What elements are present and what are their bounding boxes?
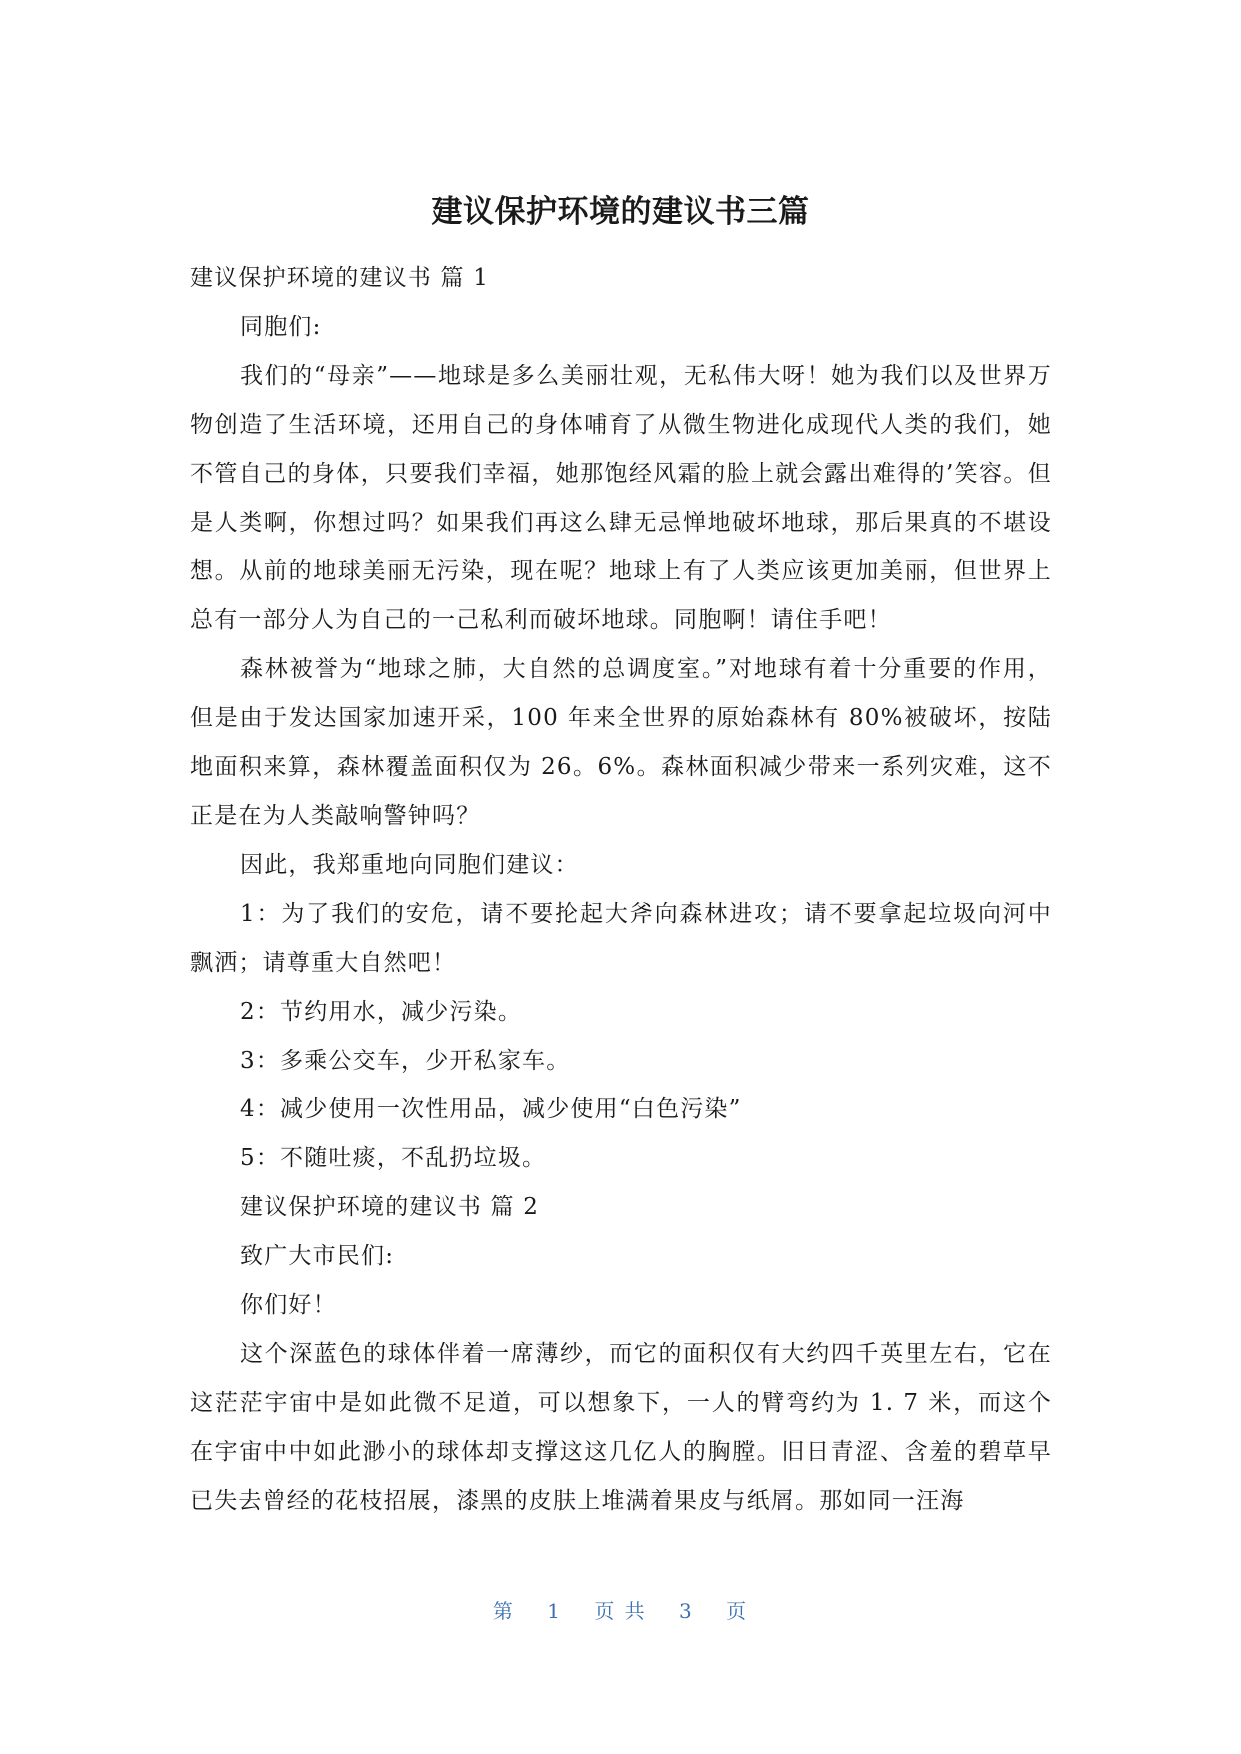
paragraph: 致广大市民们: [240, 1243, 395, 1270]
paragraph: 这个深蓝色的球体伴着一席薄纱，而它的面积仅有大约四千英里左右，它在这茫茫宇宙中是如此微不足道，可以想象下，一人的臂弯约为 1. 7 米，而这个在宇宙中中如此渺小的球体却支撑这这几亿人的胸膛。旧日青涩、含羞的碧草早已失去曾经的花枝招展，漆黑的皮肤上堆满着果皮与纸屑。那如同一汪海 [190, 1340, 1052, 1514]
list-item: 2：节约用水，减少污染。 [240, 998, 523, 1025]
section-heading-1: 建议保护环境的建议书 篇 1 [190, 265, 490, 291]
footer-total-pages: 3 [679, 1599, 694, 1623]
footer-page-number: 1 [547, 1599, 562, 1623]
footer-page-word: 第 [492, 1599, 515, 1623]
paragraph: 同胞们: [240, 313, 322, 340]
footer-page-sep: 页 共 [594, 1599, 647, 1623]
document-title: 建议保护环境的建议书三篇 [431, 194, 810, 230]
list-item: 1：为了我们的安危，请不要抡起大斧向森林进攻；请不要拿起垃圾向河中飘洒；请尊重大自然吧！ [190, 900, 1052, 976]
paragraph: 森林被誉为“地球之肺，大自然的总调度室。”对地球有着十分重要的作用，但是由于发达国家加速开采，100 年来全世界的原始森林有 80%被破坏，按陆地面积来算，森林覆盖面积仅为 26。6%。森林面积减少带来一系列灾难，这不正是在为人类敲响警钟吗？ [190, 656, 1052, 829]
footer-page-end: 页 [726, 1599, 749, 1623]
section-heading-2: 建议保护环境的建议书 篇 2 [240, 1194, 540, 1221]
page-footer [0, 1595, 1241, 1624]
list-item: 3：多乘公交车，少开私家车。 [240, 1047, 571, 1074]
paragraph: 我们的“母亲”——地球是多么美丽壮观，无私伟大呀！她为我们以及世界万物创造了生活环境，还用自己的身体哺育了从微生物进化成现代人类的我们，她不管自己的身体，只要我们幸福，她那饱经风霜的脸上就会露出难得的’笑容。但是人类啊，你想过吗？如果我们再这么肆无忌惮地破坏地球，那后果真的不堪设想。从前的地球美丽无污染，现在呢？地球上有了人类应该更加美丽，但世界上总有一部分人为自己的一己私利而破坏地球。同胞啊！请住手吧！ [190, 362, 1052, 634]
paragraph: 因此，我郑重地向同胞们建议： [240, 851, 579, 878]
list-item: 5：不随吐痰，不乱扔垃圾。 [240, 1145, 547, 1172]
list-item: 4：减少使用一次性用品，减少使用“白色污染” [240, 1096, 742, 1123]
paragraph: 你们好！ [240, 1292, 337, 1319]
document-body [190, 254, 1052, 1526]
